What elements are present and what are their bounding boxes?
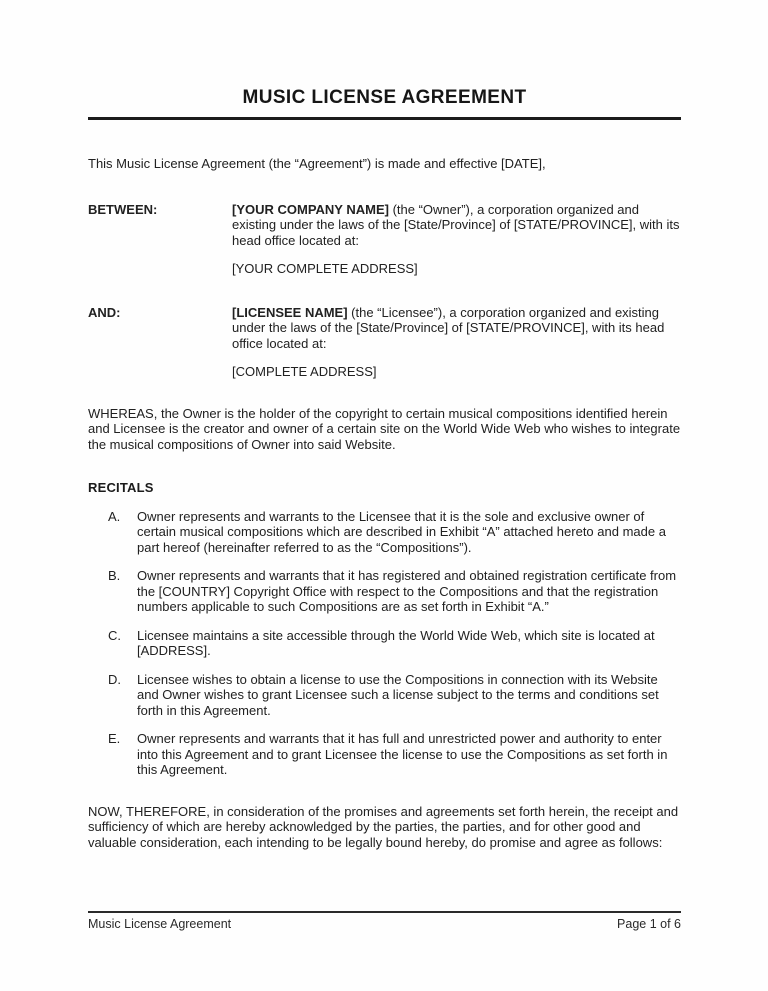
- party-between-company-placeholder: [YOUR COMPANY NAME]: [232, 201, 389, 217]
- recital-marker-c: C.: [108, 627, 121, 643]
- party-and-address-placeholder: [COMPLETE ADDRESS]: [232, 364, 377, 379]
- party-and-block: [88, 305, 681, 380]
- recitals-heading: RECITALS: [88, 480, 154, 495]
- recital-text-d: Licensee wishes to obtain a license to use the Compositions in connection with its Website and Owner wishes to grant Licensee such a license subject to the terms and conditions set forth in this Agreement.: [137, 671, 659, 718]
- party-between-description: (the “Owner”), a corporation organized and existing under the laws of the [State/Province] of [STATE/PROVINCE], with its head office located at:: [232, 201, 680, 248]
- footer-page-number: Page 1 of 6: [617, 917, 681, 931]
- party-between-body: [232, 202, 681, 277]
- party-between-block: [88, 202, 681, 277]
- footer-rule: [88, 911, 681, 913]
- party-and-label: AND:: [88, 304, 121, 320]
- party-and-description: (the “Licensee”), a corporation organized and existing under the laws of the [State/Province] of [STATE/PROVINCE], with its head office located at:: [232, 304, 665, 351]
- recital-marker-e: E.: [108, 731, 121, 746]
- party-and-paragraph: [232, 305, 681, 352]
- footer-row: [88, 917, 681, 933]
- page-footer: [88, 911, 681, 933]
- recital-item-d: [88, 672, 681, 719]
- closing-paragraph: NOW, THEREFORE, in consideration of the promises and agreements set forth herein, the receipt and sufficiency of which are hereby acknowledged by the parties, the parties, and for other good and valuable consideration, each intending to be legally bound hereby, do promise and agree as follows:: [88, 803, 679, 850]
- recital-marker-d: D.: [108, 671, 121, 687]
- party-and-body: [232, 305, 681, 380]
- recital-marker-b: B.: [108, 568, 121, 583]
- title-rule: [88, 117, 681, 120]
- party-between-paragraph: [232, 202, 681, 249]
- recital-item-c: [88, 628, 681, 659]
- party-between-label: BETWEEN:: [88, 201, 158, 217]
- whereas-paragraph: WHEREAS, the Owner is the holder of the copyright to certain musical compositions identified herein and Licensee is the creator and owner of a certain site on the World Wide Web who wishes to integrate the musical compositions of Owner into said Website.: [88, 405, 681, 452]
- recital-text-e: Owner represents and warrants that it has full and unrestricted power and authority to enter into this Agreement and to grant Licensee the license to use the Compositions as set forth in this Agreement.: [137, 731, 668, 777]
- footer-document-name: Music License Agreement: [88, 917, 232, 931]
- recital-marker-a: A.: [108, 508, 121, 524]
- intro-paragraph: This Music License Agreement (the “Agreement”) is made and effective [DATE],: [88, 156, 546, 171]
- recital-item-a: [88, 509, 681, 556]
- recital-text-c: Licensee maintains a site accessible through the World Wide Web, which site is located at [ADDRESS].: [137, 627, 655, 658]
- recital-text-a: Owner represents and warrants to the Licensee that it is the sole and exclusive owner of certain musical compositions which are described in Exhibit “A” attached hereto and made a part hereof (hereinafter referred to as the “Compositions”).: [137, 508, 666, 555]
- recital-text-b: Owner represents and warrants that it has registered and obtained registration certificate from the [COUNTRY] Copyright Office with respect to the Compositions and that the registration numbers applicable to such Compositions are as set forth in Exhibit “A.”: [137, 568, 677, 614]
- party-between-address-placeholder: [YOUR COMPLETE ADDRESS]: [232, 261, 418, 276]
- party-and-licensee-placeholder: [LICENSEE NAME]: [232, 304, 348, 320]
- recital-item-b: [88, 568, 681, 615]
- recital-item-e: [88, 731, 681, 778]
- document-title: MUSIC LICENSE AGREEMENT: [242, 87, 527, 108]
